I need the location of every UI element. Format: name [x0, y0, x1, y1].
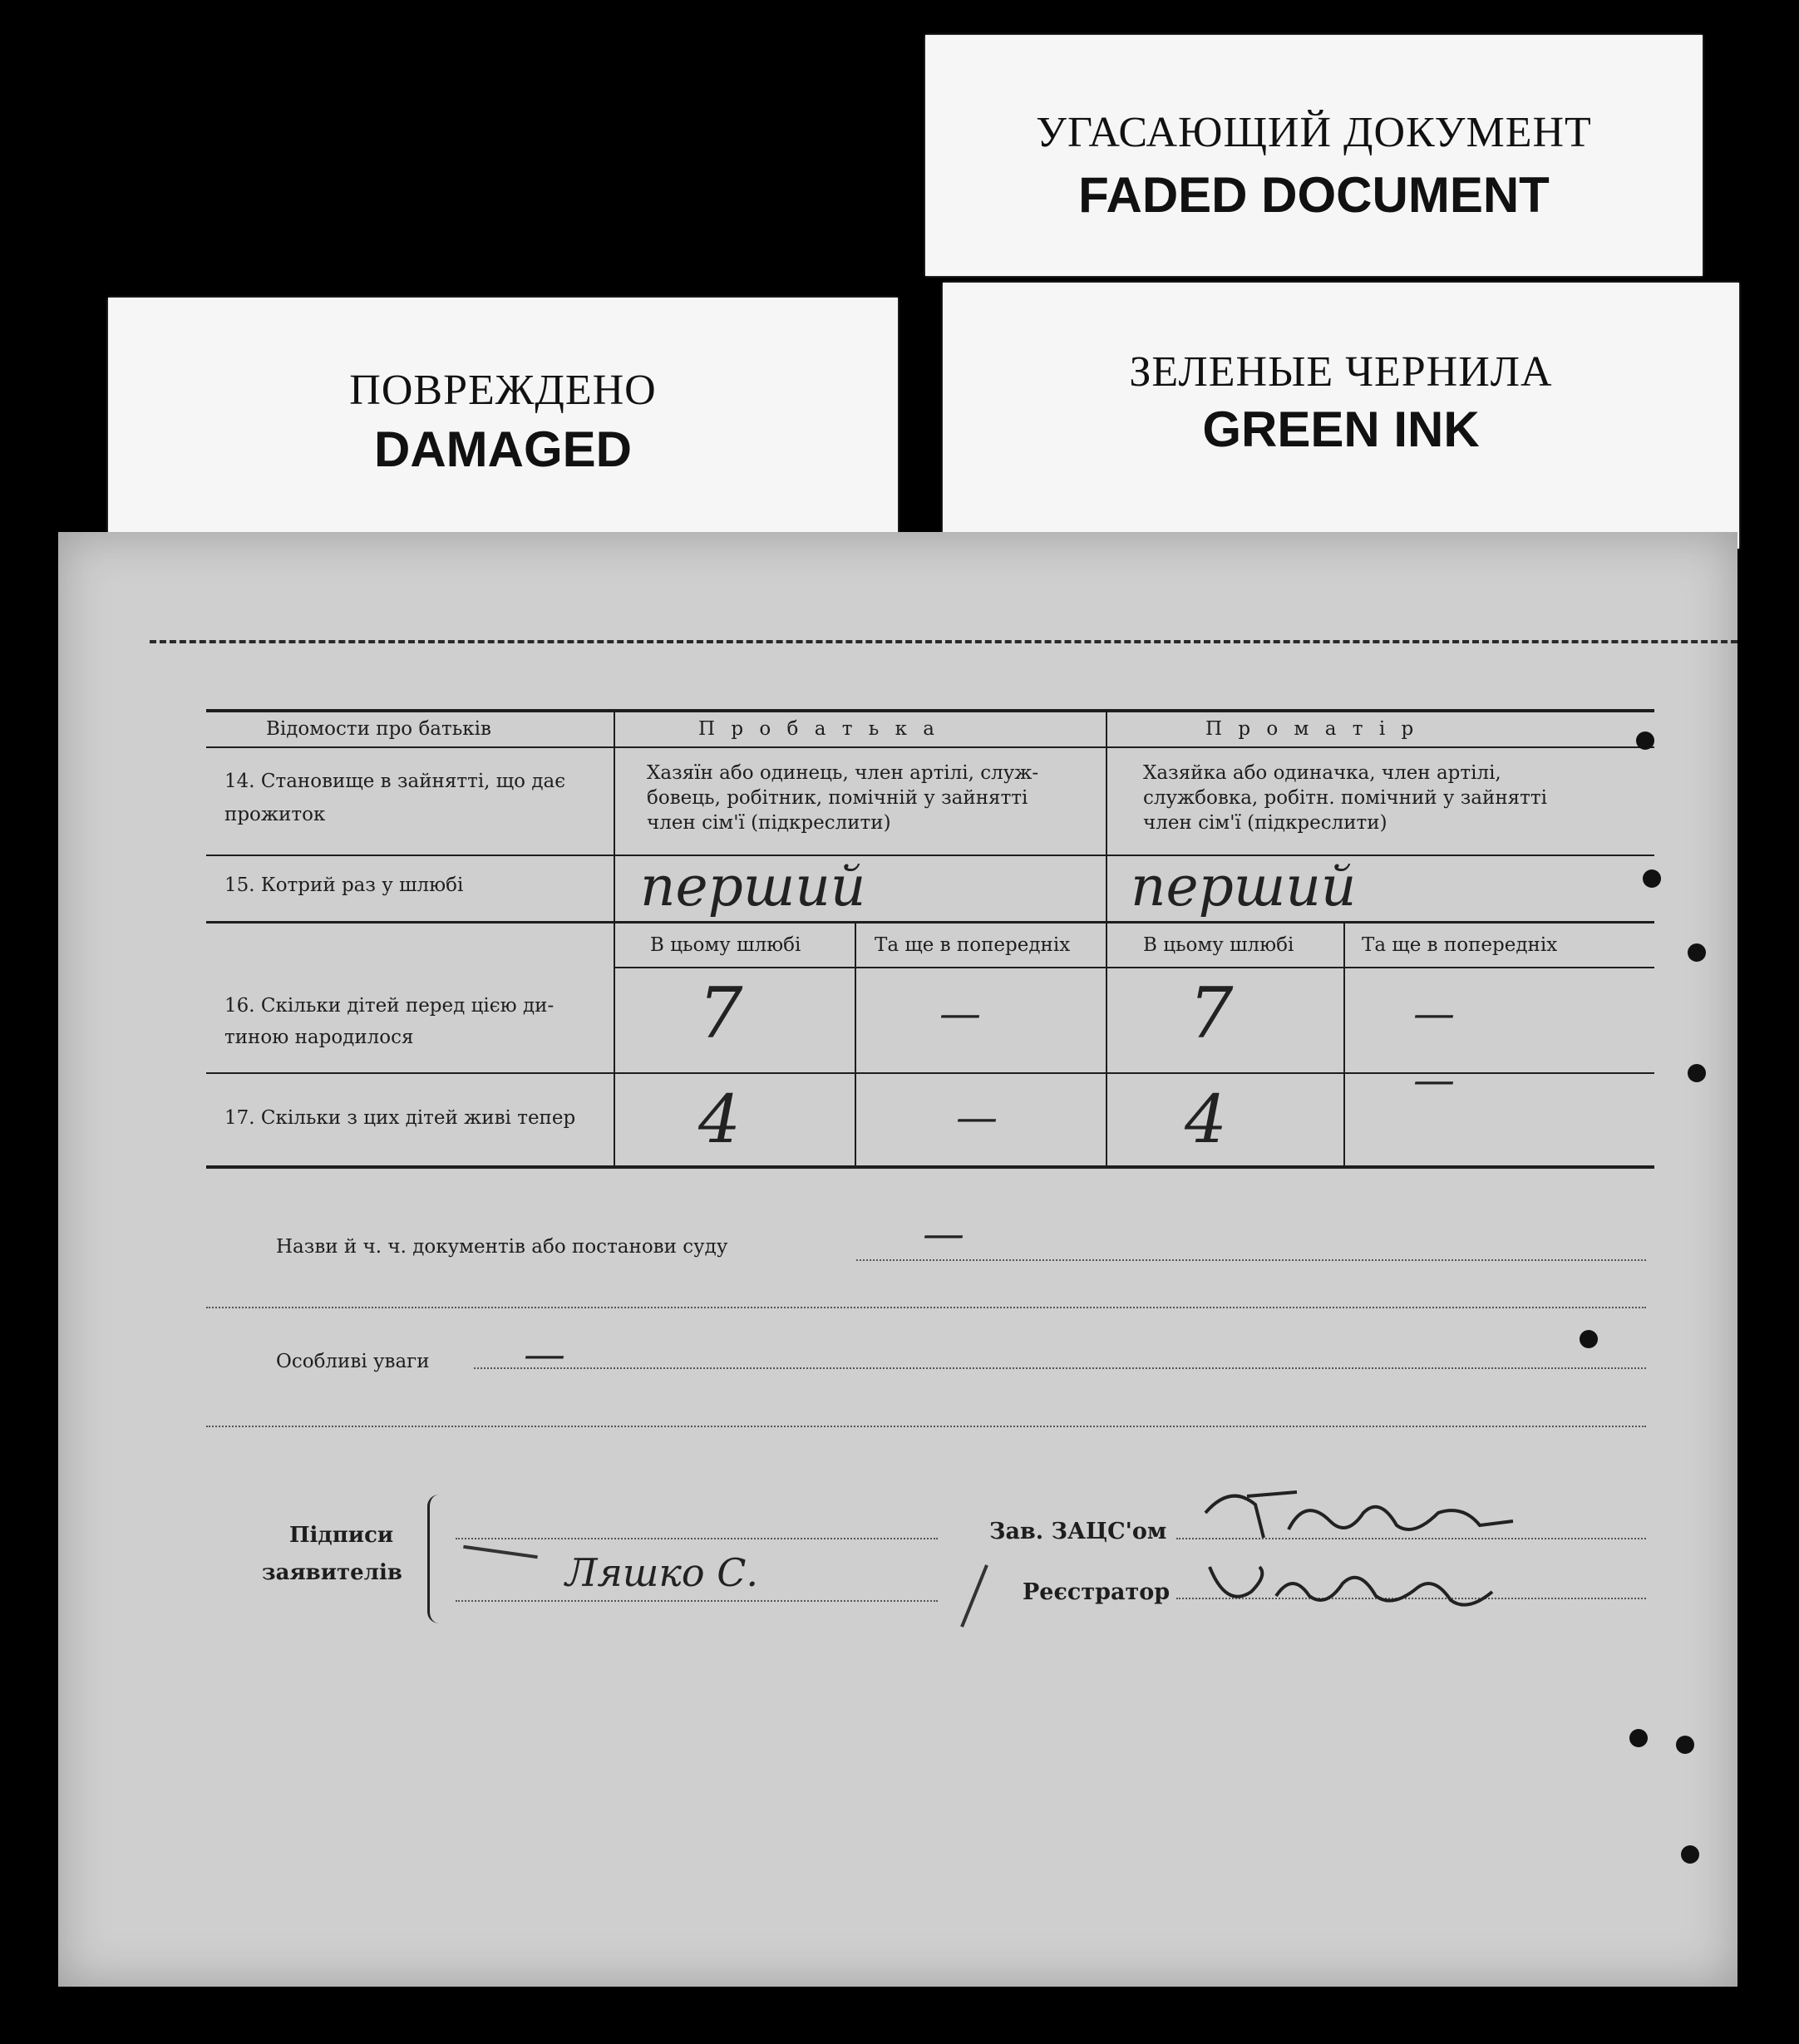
punch-hole: [1681, 1845, 1699, 1864]
row15-label: 15. Котрий раз у шлюбі: [224, 874, 464, 896]
punch-hole: [1629, 1729, 1648, 1747]
row17-label: 17. Скільки з цих дітей живі тепер: [224, 1107, 576, 1129]
perforation-line: [150, 640, 1737, 643]
punch-hole: [1580, 1330, 1598, 1348]
applicants-brace: [427, 1495, 445, 1623]
faded-label-ru: УГАСАЮЩИЙ ДОКУМЕНТ: [1036, 109, 1592, 156]
header-parents-info: Відомости про батьків: [266, 718, 491, 740]
applicant-signature: Ляшко С.: [565, 1550, 759, 1595]
header-bottom-rule: [206, 746, 1654, 748]
row14-father-line2: бовець, робітник, помічній у зайнятті: [647, 787, 1028, 809]
row14-mother-line3: член сім'ї (підкреслити): [1143, 812, 1387, 834]
registrar-label: Реєстратор: [1023, 1579, 1171, 1605]
col-divider-2: [1106, 709, 1107, 1168]
row15-mother-value: перший: [1131, 855, 1357, 919]
row16-mother-prev: —: [1413, 989, 1455, 1037]
col-divider-4: [1343, 923, 1345, 1168]
green-ink-label-en: GREEN INK: [1202, 401, 1480, 457]
punch-hole: [1688, 943, 1706, 962]
green-ink-label-ru: ЗЕЛЕНЫЕ ЧЕРНИЛА: [1129, 348, 1553, 396]
row17-father-this: 4: [698, 1081, 741, 1158]
remarks-line-2: [206, 1426, 1646, 1427]
row16-father-prev: —: [939, 989, 981, 1037]
subheader-bottom-rule: [614, 967, 1654, 968]
remarks-line-1: [474, 1367, 1646, 1369]
subheader-father-this: В цьому шлюбі: [650, 934, 801, 956]
documents-value: —: [923, 1209, 964, 1258]
subheader-father-previous: Та ще в попередніх: [875, 934, 1071, 956]
applicant-sig-line-1: [456, 1538, 938, 1539]
row17-mother-prev: —: [1413, 1056, 1455, 1104]
row16-label-line1: 16. Скільки дітей перед цією ди-: [224, 995, 554, 1017]
punch-hole: [1643, 869, 1661, 888]
documents-line-2: [206, 1307, 1646, 1308]
damaged-label-en: DAMAGED: [374, 421, 632, 477]
col-divider-3: [855, 923, 856, 1168]
row16-mother-this: 7: [1189, 973, 1234, 1054]
subheader-mother-this: В цьому шлюбі: [1143, 934, 1294, 956]
applicants-label-line1: Підписи: [289, 1523, 394, 1548]
row14-label-line1: 14. Становище в зайнятті, що дає: [224, 771, 566, 792]
row16-father-this: 7: [698, 973, 743, 1054]
row14-mother-line1: Хазяйка або одиначка, член артілі,: [1143, 762, 1501, 784]
faded-document-label: [925, 35, 1703, 276]
punch-hole: [1636, 731, 1654, 750]
punch-hole: [1688, 1064, 1706, 1082]
documents-line-1: [856, 1259, 1646, 1261]
table-bottom-rule: [206, 1165, 1654, 1169]
punch-hole: [1676, 1736, 1694, 1754]
damaged-label: [108, 298, 898, 547]
green-ink-label: [943, 283, 1739, 549]
registrar-sig-slash: [960, 1564, 988, 1628]
row16-label-line2: тиною народилося: [224, 1027, 414, 1048]
row14-father-line3: член сім'ї (підкреслити): [647, 812, 891, 834]
row14-label-line2: прожиток: [224, 804, 326, 825]
row15-father-value: перший: [640, 855, 866, 919]
header-about-mother: П р о м а т і р: [1205, 718, 1419, 740]
faded-label-en: FADED DOCUMENT: [1078, 167, 1550, 223]
applicant-sig-line-2: [456, 1600, 938, 1602]
remarks-label: Особливі уваги: [276, 1351, 430, 1372]
row14-mother-line2: службовка, робітн. помічний у зайнятті: [1143, 787, 1547, 809]
row17-father-prev: —: [956, 1093, 998, 1141]
documents-label: Назви й ч. ч. документів або постанови суду: [276, 1236, 728, 1258]
applicants-label-line2: заявителів: [262, 1560, 402, 1585]
row17-mother-this: 4: [1185, 1081, 1227, 1158]
head-zags-label: Зав. ЗАЦС'ом: [989, 1519, 1167, 1544]
remarks-value: —: [524, 1330, 565, 1378]
col-divider-1: [614, 709, 615, 1168]
row14-father-line1: Хазяїн або одинець, член артілі, служ-: [647, 762, 1039, 784]
applicant-sig-stroke: [463, 1545, 538, 1559]
row14-bottom-rule: [206, 855, 1654, 856]
document-sheet: [58, 532, 1737, 1987]
registrar-signature: [1201, 1550, 1550, 1617]
table-top-rule: [206, 709, 1654, 712]
row15-bottom-rule: [206, 921, 1654, 923]
head-signature: [1197, 1480, 1596, 1546]
subheader-mother-previous: Та ще в попередніх: [1362, 934, 1558, 956]
header-about-father: П р о б а т ь к а: [698, 718, 940, 740]
damaged-label-ru: ПОВРЕЖДЕНО: [349, 367, 657, 414]
